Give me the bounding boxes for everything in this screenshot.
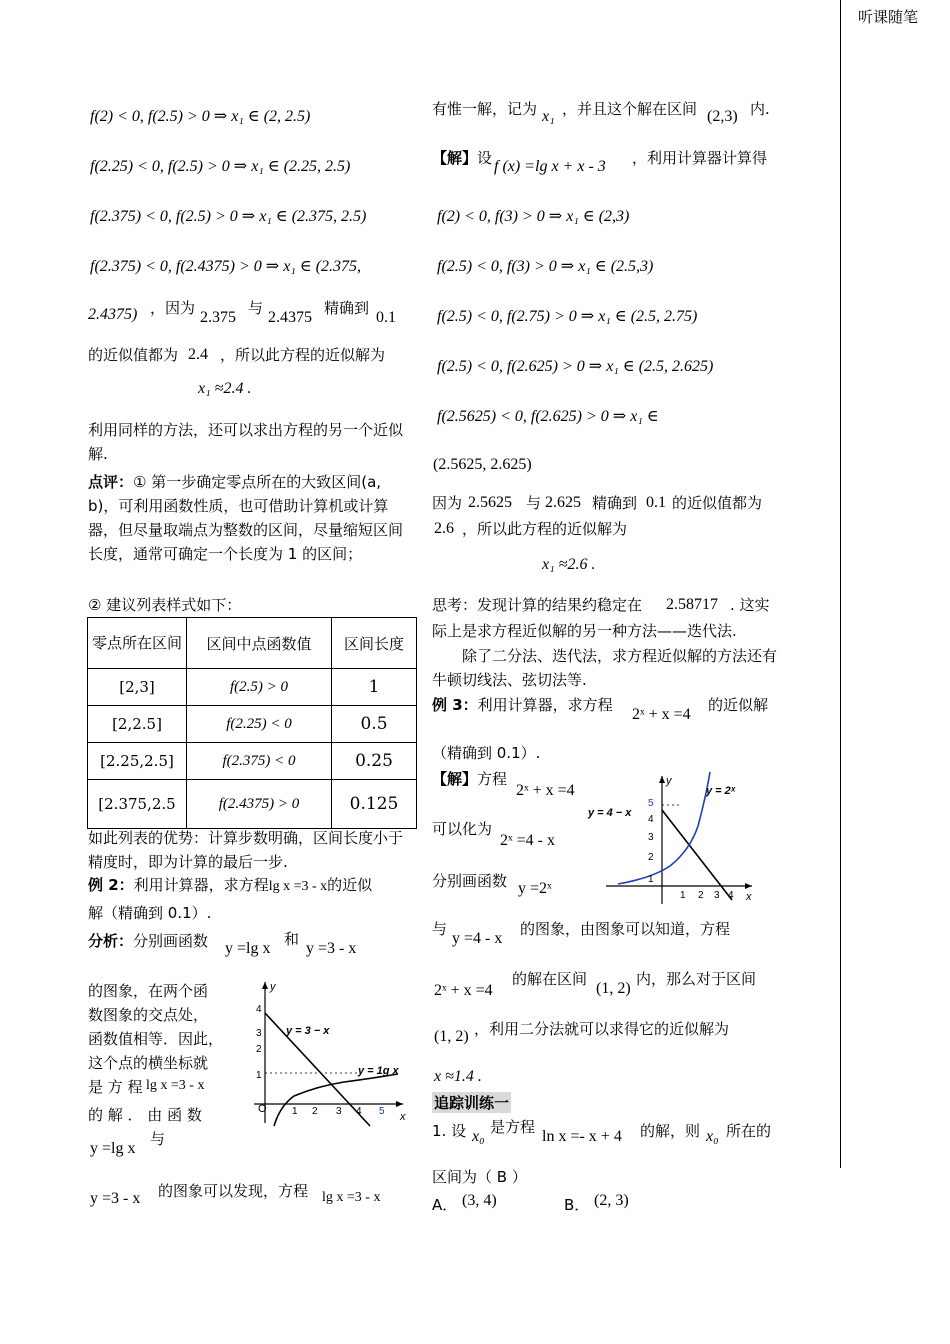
review-text: ① 第一步确定零点所在的大致区间(a, b)，可利用函数性质，也可借助计算机或计算器，但尽量取端点为整数的区间，尽量缩短区间长度，通常可确定一个长度为 1 的区间； bbox=[88, 473, 404, 563]
solution-3-line bbox=[432, 768, 507, 789]
option-value: (2, 3) bbox=[594, 1192, 629, 1209]
number: 2.5625 bbox=[468, 494, 512, 511]
text: 解（精确到 0.1）. bbox=[88, 904, 212, 922]
margin-divider bbox=[840, 0, 841, 1168]
text: 所在的 bbox=[726, 1122, 772, 1140]
text: 函数值相等．因此， bbox=[88, 1030, 224, 1048]
table-advantage: 如此列表的优势：计算步数明确，区间长度小于精度时，即为计算的最后一步. bbox=[88, 829, 404, 871]
table-cell: 1 bbox=[332, 669, 417, 706]
step-line: f(2.25) < 0, f(2.5) > 0 ⇒ x₁ ∈ (2.25, 2.5) bbox=[90, 158, 351, 175]
table-cell: f(2.25) < 0 bbox=[187, 706, 332, 743]
table-header-row bbox=[88, 618, 417, 669]
table-cell: f(2.4375) > 0 bbox=[187, 780, 332, 829]
y-axis-label: y bbox=[270, 981, 276, 993]
equation: lg x =3 - x bbox=[322, 1190, 381, 1205]
text: 际上是求方程近似解的另一种方法——迭代法. bbox=[432, 622, 737, 640]
paragraph: 利用同样的方法，还可以求出方程的另一个近似解. bbox=[88, 421, 404, 463]
text: 有惟一解，记为 bbox=[432, 100, 538, 118]
y-axis-label: y bbox=[666, 775, 672, 787]
text: 与 bbox=[248, 299, 264, 317]
x-axis-label: x bbox=[746, 891, 752, 903]
graph-lgx-3-x bbox=[248, 978, 413, 1130]
interval: (1, 2) bbox=[434, 1028, 469, 1045]
y-tick: 4 bbox=[256, 1004, 262, 1015]
x-tick: 5 bbox=[379, 1106, 385, 1117]
step-line: f(2.375) < 0, f(2.4375) > 0 ⇒ x₁ ∈ (2.375, bbox=[90, 258, 362, 275]
table-cell: f(2.375) < 0 bbox=[187, 743, 332, 780]
text: ，所以此方程的近似解为 bbox=[220, 346, 386, 364]
table-row bbox=[88, 743, 417, 780]
equation: 2ˣ + x =4 bbox=[632, 706, 691, 723]
text: 设 bbox=[477, 149, 493, 167]
text: 的图象，由图象可以知道，方程 bbox=[520, 920, 731, 938]
text: ，利用二分法就可以求得它的近似解为 bbox=[474, 1020, 730, 1038]
equation: 2ˣ + x =4 bbox=[434, 982, 493, 999]
option-value: (3, 4) bbox=[462, 1192, 497, 1209]
variable: x₀ bbox=[706, 1128, 719, 1145]
x-tick: 4 bbox=[356, 1106, 362, 1117]
solution-line bbox=[432, 147, 492, 168]
y-arrow bbox=[262, 982, 268, 989]
x-axis-label: x bbox=[400, 1111, 406, 1123]
equation: ln x =- x + 4 bbox=[542, 1128, 622, 1145]
x-tick: 3 bbox=[714, 890, 720, 901]
example-3 bbox=[432, 694, 613, 715]
text: 利用计算器，求方程 bbox=[133, 876, 269, 894]
y-tick: 5 bbox=[648, 798, 654, 809]
text: 和 bbox=[284, 930, 300, 948]
step-line: f(2.5) < 0, f(3) > 0 ⇒ x₁ ∈ (2.5,3) bbox=[437, 258, 654, 275]
review-label: 点评： bbox=[88, 473, 134, 491]
table-row bbox=[88, 669, 417, 706]
y-tick: 3 bbox=[648, 832, 654, 843]
text: 因为 bbox=[432, 494, 463, 512]
text: 是 方 程 bbox=[88, 1078, 143, 1096]
number: 0.1 bbox=[376, 309, 396, 326]
table-header: 区间长度 bbox=[332, 618, 417, 669]
equation: y =3 - x bbox=[306, 940, 357, 957]
table-header: 零点所在区间 bbox=[88, 618, 187, 669]
text: 区间为（ B ） bbox=[432, 1168, 527, 1186]
text: 与 bbox=[526, 494, 542, 512]
y-arrow bbox=[659, 776, 665, 783]
text: ，利用计算器计算得 bbox=[632, 149, 768, 167]
table-intro: ② 建议列表样式如下： bbox=[88, 596, 242, 614]
text: 的近似 bbox=[327, 876, 373, 894]
section-title: 追踪训练一 bbox=[434, 1094, 510, 1112]
equation: y =4 - x bbox=[452, 930, 503, 947]
text: ，并且这个解在区间 bbox=[562, 100, 698, 118]
text: . 这实 bbox=[730, 596, 770, 614]
result-equation: x₁ ≈2.6 . bbox=[542, 556, 596, 573]
text: ，所以此方程的近似解为 bbox=[462, 520, 628, 538]
equation: 2ˣ + x =4 bbox=[516, 782, 575, 799]
text: 的近似解 bbox=[708, 696, 769, 714]
text: 分别画函数 bbox=[432, 872, 508, 890]
table-row bbox=[88, 780, 417, 829]
table-cell: [2.25,2.5] bbox=[88, 743, 187, 780]
text: 1. 设 bbox=[432, 1122, 467, 1140]
text: （精确到 0.1）. bbox=[432, 744, 541, 762]
table-header: 区间中点函数值 bbox=[187, 618, 332, 669]
origin-label: O bbox=[258, 1103, 267, 1115]
label-4-minus-x: y = 4 − x bbox=[588, 807, 632, 819]
table-row bbox=[88, 706, 417, 743]
solution-label: 【解】 bbox=[432, 770, 478, 788]
text: 的解在区间 bbox=[512, 970, 588, 988]
option-label: B． bbox=[564, 1196, 590, 1214]
result-equation: x ≈1.4 . bbox=[434, 1068, 482, 1085]
text: 精确到 bbox=[592, 494, 638, 512]
table-cell: 0.5 bbox=[332, 706, 417, 743]
number: 0.1 bbox=[646, 494, 666, 511]
x-tick: 2 bbox=[312, 1106, 318, 1117]
text: 是方程 bbox=[490, 1118, 536, 1136]
table-cell: [2,2.5] bbox=[88, 706, 187, 743]
example-2 bbox=[88, 874, 372, 895]
example-label: 例 2： bbox=[88, 876, 134, 894]
table-cell: [2,3] bbox=[88, 669, 187, 706]
step-line: f(2.5) < 0, f(2.625) > 0 ⇒ x₁ ∈ (2.5, 2.625) bbox=[437, 358, 714, 375]
table-cell: [2.375,2.5 bbox=[88, 780, 187, 829]
number: 2.4 bbox=[188, 346, 208, 363]
text: 这个点的横坐标就 bbox=[88, 1054, 209, 1072]
review-paragraph bbox=[88, 470, 410, 566]
y-tick: 1 bbox=[256, 1070, 262, 1081]
paragraph: 除了二分法、迭代法，求方程近似解的方法还有牛顿切线法、弦切法等. bbox=[432, 647, 778, 689]
example-label: 例 3： bbox=[432, 696, 478, 714]
step-line: f(2) < 0, f(2.5) > 0 ⇒ x₁ ∈ (2, 2.5) bbox=[90, 108, 311, 125]
graph-2x-4-x bbox=[586, 770, 758, 910]
equation: 2ˣ =4 - x bbox=[500, 832, 555, 849]
result-equation: x₁ ≈2.4 . bbox=[198, 380, 252, 397]
number: 2.6 bbox=[434, 520, 454, 537]
y-tick: 2 bbox=[256, 1044, 262, 1055]
interval: (2,3) bbox=[707, 108, 738, 125]
label-3-minus-x: y = 3 − x bbox=[286, 1025, 330, 1037]
number: 2.4375 bbox=[268, 309, 312, 326]
text: 与 bbox=[150, 1130, 166, 1148]
text: 的图象可以发现，方程 bbox=[158, 1182, 309, 1200]
text: 利用计算器，求方程 bbox=[477, 696, 613, 714]
table-cell: 0.25 bbox=[332, 743, 417, 780]
y-tick: 3 bbox=[256, 1028, 262, 1039]
x-tick: 1 bbox=[292, 1106, 298, 1117]
x-tick: 2 bbox=[698, 890, 704, 901]
equation: y =lg x bbox=[90, 1140, 136, 1157]
number: 2.375 bbox=[200, 309, 236, 326]
equation: y =lg x bbox=[225, 940, 271, 957]
text: ，因为 bbox=[150, 299, 196, 317]
text: 分别画函数 bbox=[133, 932, 209, 950]
equation: lg x =3 - x bbox=[146, 1078, 205, 1093]
text: 内. bbox=[750, 100, 770, 118]
step-line: f(2.5) < 0, f(2.75) > 0 ⇒ x₁ ∈ (2.5, 2.75) bbox=[437, 308, 698, 325]
variable: x₀ bbox=[472, 1128, 485, 1145]
equation: y =3 - x bbox=[90, 1190, 141, 1207]
step-continuation: 2.4375) bbox=[88, 306, 138, 323]
label-lgx: y = 1g x bbox=[358, 1065, 399, 1077]
text: 的 解 ． 由 函 数 bbox=[88, 1106, 202, 1124]
text: 的图象，在两个函 bbox=[88, 982, 209, 1000]
text: 内，那么对于区间 bbox=[636, 970, 757, 988]
option-label: A． bbox=[432, 1196, 458, 1214]
notes-label: 听课随笔 bbox=[858, 8, 919, 26]
text: 的近似值都为 bbox=[88, 346, 179, 364]
x-tick: 3 bbox=[336, 1106, 342, 1117]
equation: y =2ˣ bbox=[518, 880, 552, 897]
y-tick: 2 bbox=[648, 852, 654, 863]
x-tick: 1 bbox=[680, 890, 686, 901]
label-2x: y = 2ˣ bbox=[706, 785, 736, 797]
step-line: f(2.5625) < 0, f(2.625) > 0 ⇒ x₁ ∈ bbox=[437, 408, 659, 425]
equation: f (x) =lg x + x - 3 bbox=[494, 158, 606, 175]
x-tick: 4 bbox=[728, 890, 734, 901]
x-arrow bbox=[745, 883, 752, 889]
step-continuation: (2.5625, 2.625) bbox=[433, 456, 532, 473]
number: 2.625 bbox=[545, 494, 581, 511]
analysis-line bbox=[88, 930, 208, 951]
bisection-table bbox=[87, 617, 417, 829]
curve-lgx bbox=[274, 1074, 398, 1126]
analysis-label: 分析： bbox=[88, 932, 134, 950]
text: 思考：发现计算的结果约稳定在 bbox=[432, 596, 643, 614]
x-arrow bbox=[396, 1101, 403, 1107]
text: 方程 bbox=[477, 770, 508, 788]
variable: x₁ bbox=[542, 108, 555, 125]
text: 可以化为 bbox=[432, 820, 493, 838]
table-cell: 0.125 bbox=[332, 780, 417, 829]
text: 与 bbox=[432, 920, 448, 938]
equation: lg x =3 - x bbox=[268, 879, 328, 894]
curve-2x bbox=[618, 772, 710, 884]
text: 的解，则 bbox=[640, 1122, 701, 1140]
solution-label: 【解】 bbox=[432, 149, 478, 167]
step-line: f(2) < 0, f(3) > 0 ⇒ x₁ ∈ (2,3) bbox=[437, 208, 630, 225]
interval: (1, 2) bbox=[596, 980, 631, 997]
step-line: f(2.375) < 0, f(2.5) > 0 ⇒ x₁ ∈ (2.375, 2.5) bbox=[90, 208, 367, 225]
y-tick: 4 bbox=[648, 814, 654, 825]
text: 数图象的交点处， bbox=[88, 1006, 209, 1024]
number: 2.58717 bbox=[666, 596, 718, 613]
table-cell: f(2.5) > 0 bbox=[187, 669, 332, 706]
y-tick: 1 bbox=[648, 874, 654, 885]
text: 的近似值都为 bbox=[672, 494, 763, 512]
text: 精确到 bbox=[324, 299, 370, 317]
